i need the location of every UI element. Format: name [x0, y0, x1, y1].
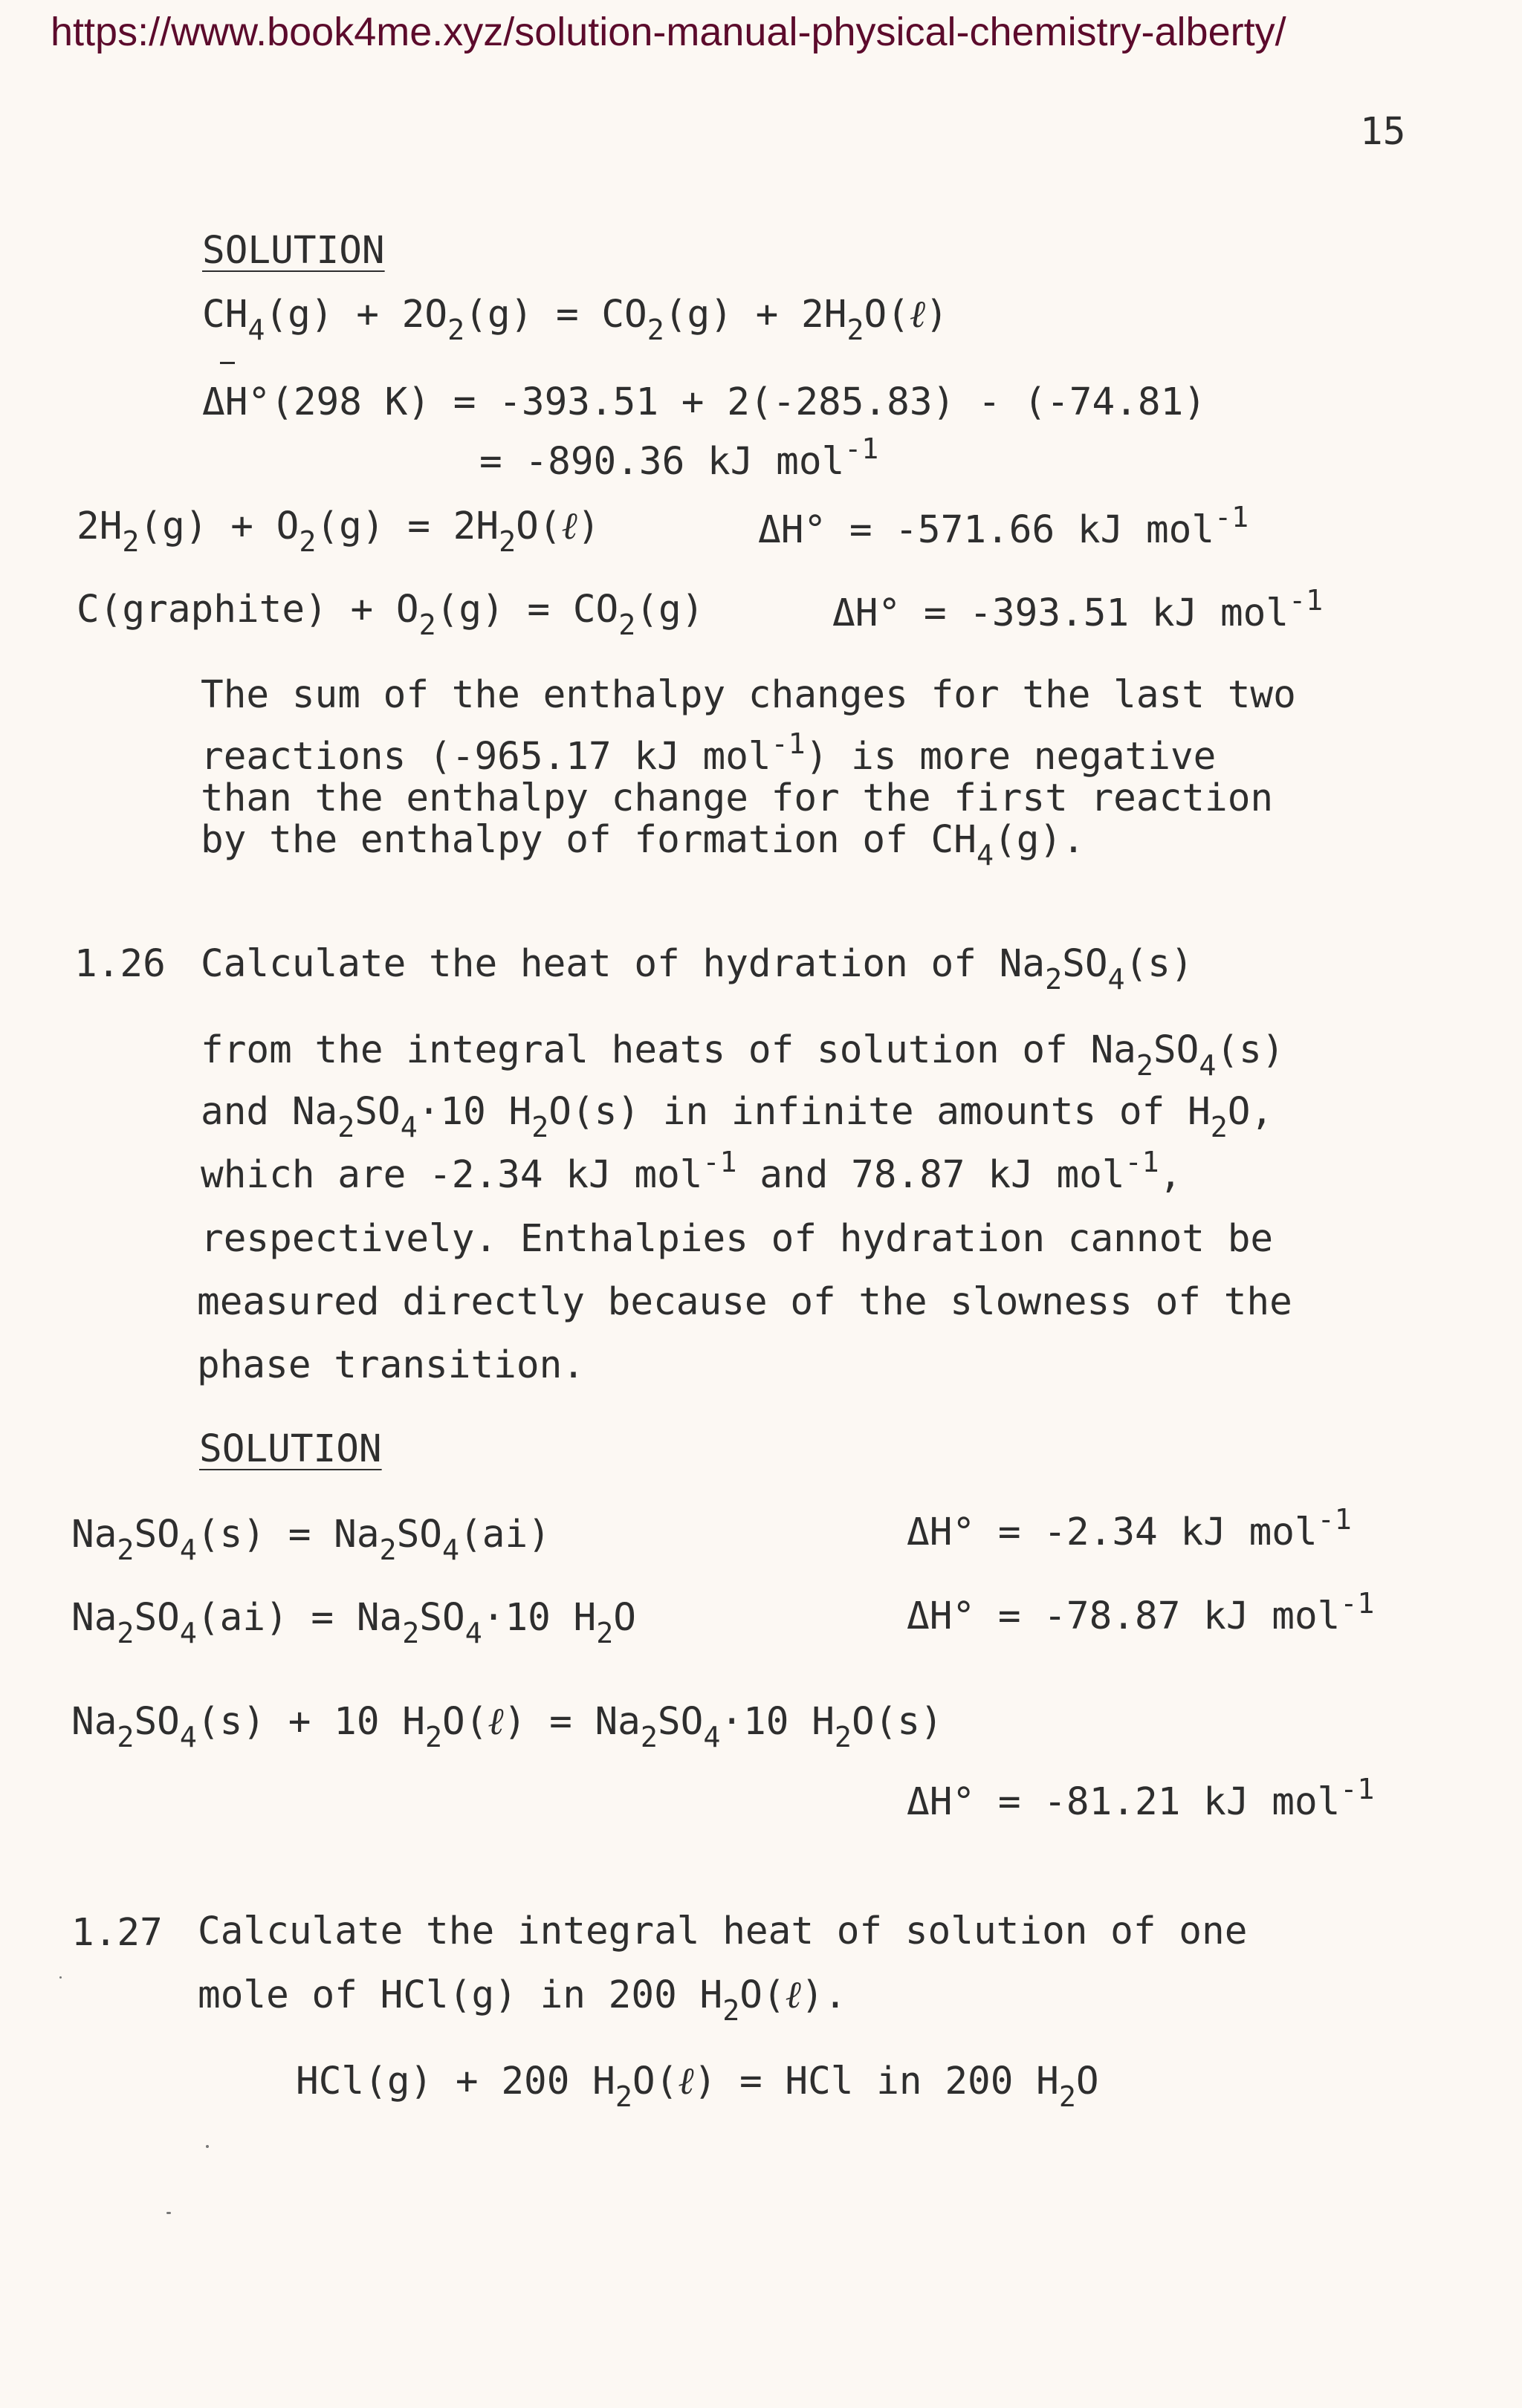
hydrogen-combustion-equation: $2H_2(g) + O_2(g)$ = $2H_2O(\ell)$ [77, 504, 600, 559]
source-url[interactable]: https://www.book4me.xyz/solution-manual-physical-chemistry-alberty/ [51, 10, 1286, 54]
paragraph-line: by the enthalpy of formation of $CH_4(g)$. [201, 818, 1085, 873]
scan-speck [166, 2212, 171, 2214]
crystallization-enthalpy: ΔH° = -78.87 kJ mol$^{-1}$ [907, 1586, 1375, 1638]
overbar-mark [220, 362, 235, 364]
paragraph-line: reactions (-965.17 kJ mol$^{-1}$) is more negative [201, 727, 1217, 779]
graphite-combustion-enthalpy: ΔH° = -393.51 kJ mol$^{-1}$ [832, 583, 1324, 635]
page-number: 15 [1360, 110, 1406, 154]
problem-text-line: and $Na_2SO_4\cdot 10$ $H_2O(s)$ in infinite amounts of $H_2O$, [201, 1090, 1274, 1145]
solution-heading: SOLUTION [199, 1427, 382, 1471]
problem-text-line: Calculate the heat of hydration of $Na_2SO_4(s)$ [201, 942, 1194, 997]
problem-text-line: respectively. Enthalpies of hydration cannot be [201, 1217, 1274, 1261]
hydrogen-combustion-enthalpy: ΔH° = -571.66 kJ mol$^{-1}$ [758, 500, 1249, 552]
paragraph-line: than the enthalpy change for the first reaction [201, 776, 1274, 820]
graphite-combustion-equation: C(graphite) + $O_2(g) = CO_2(g)$ [77, 588, 705, 643]
problem-text-line: phase transition. [197, 1343, 585, 1387]
hcl-solution-equation: HCl(g) + 200 $H_2O(\ell)$ = HCl in 200 $H_2O$ [296, 2060, 1099, 2115]
problem-number: 1.27 [71, 1911, 163, 1955]
dissolution-enthalpy: ΔH° = -2.34 kJ mol$^{-1}$ [907, 1502, 1352, 1554]
hydration-enthalpy: ΔH° = -81.21 kJ mol$^{-1}$ [907, 1772, 1375, 1824]
scan-speck [59, 1976, 62, 1979]
problem-text-line: from the integral heats of solution of $Na_2SO_4(s)$ [201, 1028, 1285, 1083]
problem-text-line: which are -2.34 kJ mol$^{-1}$ and 78.87 kJ mol$^{-1}$, [201, 1145, 1182, 1197]
problem-number: 1.26 [74, 942, 166, 986]
hydration-equation: $Na_2SO_4(s) + 10$ $H_2O(\ell) = Na_2SO_4\cdot 10$ $H_2O(s)$ [71, 1700, 943, 1755]
solution-heading: SOLUTION [202, 229, 385, 273]
problem-text-line: Calculate the integral heat of solution of one [198, 1909, 1248, 1953]
paragraph-line: The sum of the enthalpy changes for the last two [201, 673, 1296, 717]
problem-text-line: measured directly because of the slowness of the [197, 1280, 1292, 1324]
enthalpy-result: = -890.36 kJ mol$^{-1}$ [479, 432, 879, 484]
crystallization-equation: $Na_2SO_4(ai) = Na_2SO_4\cdot 10$ $H_2O$ [71, 1596, 637, 1651]
problem-text-line: mole of HCl(g) in 200 $H_2O(\ell)$. [198, 1973, 847, 2028]
methane-combustion-equation: $CH_4(g) + 2O_2(g) = CO_2(g)$ + $2H_2O(\ell)$ [202, 293, 948, 348]
enthalpy-calculation: ΔH°(298 K) = -393.51 + 2(-285.83) - (-74.81) [202, 380, 1207, 424]
dissolution-equation: $Na_2SO_4(s) = Na_2SO_4(ai)$ [71, 1513, 551, 1568]
scan-speck [206, 2145, 209, 2148]
